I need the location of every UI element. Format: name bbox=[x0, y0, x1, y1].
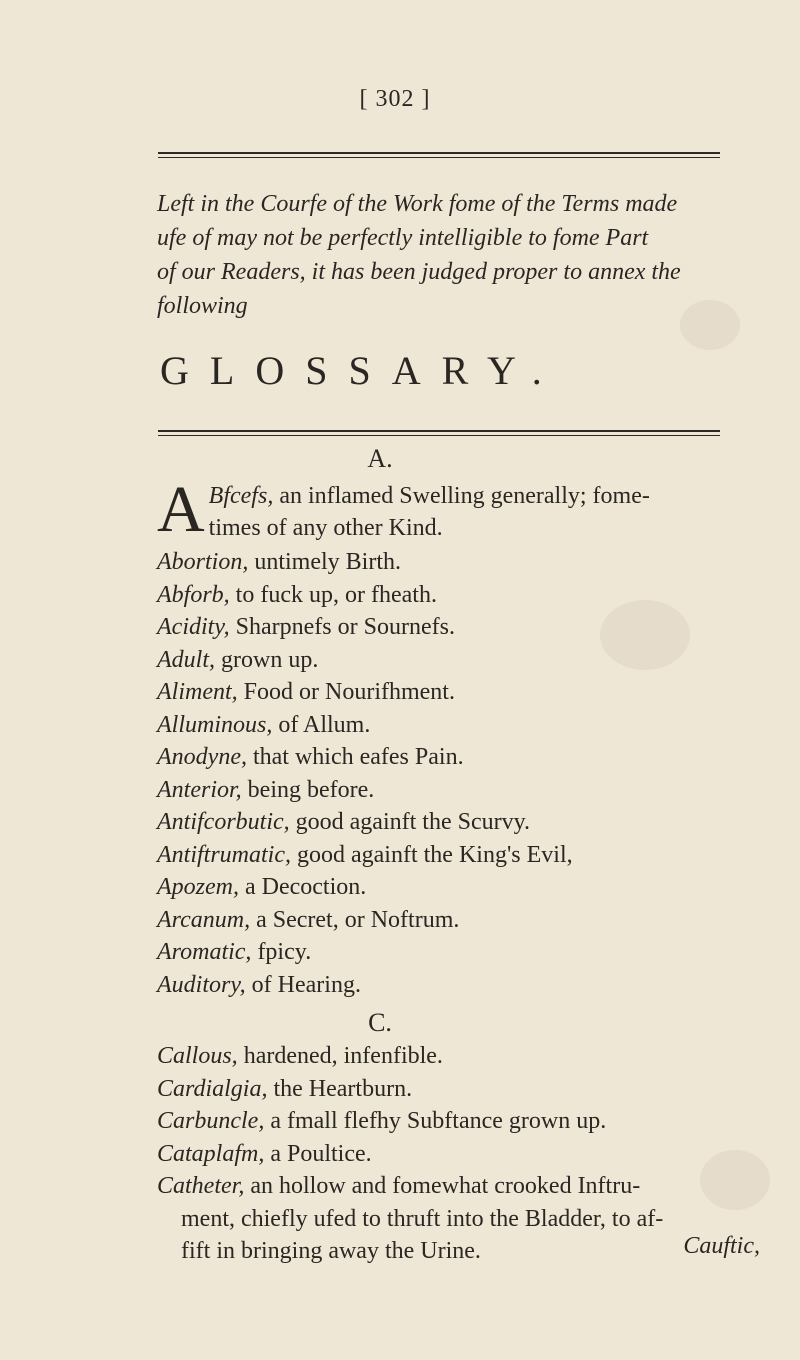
entry-line: times of any other Kind. bbox=[208, 515, 443, 541]
entry-term: Arcanum, bbox=[157, 906, 251, 933]
entry-definition: grown up. bbox=[215, 646, 319, 673]
entry-continuation: ment, chiefly ufed to thruft into the Bladder, to af- bbox=[181, 1205, 664, 1232]
entry-definition: Sharpnefs or Sournefs. bbox=[229, 614, 455, 640]
paper-stain bbox=[600, 600, 690, 670]
entry-definition: Food or Nourifhment. bbox=[237, 679, 455, 705]
entry-line bbox=[157, 480, 757, 512]
entry-definition: of Allum. bbox=[272, 711, 371, 738]
glossary-title: GLOSSARY. bbox=[160, 348, 563, 393]
entry-term: Anterior, bbox=[157, 776, 242, 803]
entry-term: Abortion, bbox=[157, 549, 249, 575]
entry-term: Abforb, bbox=[157, 581, 230, 608]
entry-term: Acidity, bbox=[157, 614, 230, 640]
entry-definition: a Secret, or Noftrum. bbox=[250, 906, 460, 933]
entry-definition: that which eafes Pain. bbox=[246, 744, 464, 770]
entry-definition: a fmall flefhy Subftance grown up. bbox=[264, 1108, 607, 1134]
glossary-entry bbox=[157, 904, 757, 937]
glossary-entry bbox=[157, 741, 757, 774]
glossary-entry-catheter bbox=[157, 1170, 757, 1268]
title-rule bbox=[158, 430, 720, 432]
entry-definition: a Poultice. bbox=[264, 1140, 372, 1167]
glossary-entry bbox=[157, 806, 757, 839]
top-rule-thin bbox=[158, 157, 720, 158]
entry-abfcefs bbox=[157, 473, 757, 546]
entry-term: Callous, bbox=[157, 1043, 238, 1069]
glossary-entry bbox=[157, 969, 757, 1002]
entry-term: Bfcefs, bbox=[208, 483, 274, 509]
entry-term: Aromatic, bbox=[157, 939, 252, 965]
entries-c bbox=[157, 1040, 757, 1268]
preface-line: of our Readers, it has been judged proper to annex the bbox=[157, 259, 681, 285]
top-rule bbox=[158, 152, 720, 154]
glossary-entry bbox=[157, 676, 757, 709]
preface-line: following bbox=[157, 293, 248, 319]
entry-term: Antiftrumatic, bbox=[157, 841, 291, 868]
glossary-entry bbox=[157, 839, 757, 872]
entry-definition: untimely Birth. bbox=[248, 549, 402, 575]
paper-stain bbox=[700, 1150, 770, 1210]
entry-term: Carbuncle, bbox=[157, 1108, 265, 1134]
glossary-entry bbox=[157, 1105, 757, 1138]
glossary-entry bbox=[157, 774, 757, 807]
section-heading-a: A. bbox=[367, 444, 393, 473]
entry-term: Cardialgia, bbox=[157, 1075, 268, 1102]
glossary-entry bbox=[157, 1138, 757, 1171]
preface-line: ufe of may not be perfectly intelligible to fome Part bbox=[157, 225, 649, 251]
section-heading-c: C. bbox=[368, 1008, 392, 1037]
glossary-entry bbox=[157, 546, 757, 579]
glossary-entry bbox=[157, 936, 757, 969]
page-number: [ 302 ] bbox=[359, 86, 431, 112]
entry-term: Adult, bbox=[157, 646, 215, 673]
entry-definition: being before. bbox=[241, 776, 375, 803]
entry-definition: a Decoction. bbox=[238, 874, 367, 900]
entry-term: Alluminous, bbox=[157, 711, 273, 738]
drop-cap: A bbox=[157, 473, 205, 546]
entry-definition: an hollow and fomewhat crooked Inftru- bbox=[244, 1173, 641, 1199]
preface-line: Left in the Courfe of the Work fome of the Terms made bbox=[157, 191, 678, 217]
entry-definition: the Heartburn. bbox=[267, 1075, 413, 1102]
entry-continuation: fift in bringing away the Urine. bbox=[181, 1238, 481, 1264]
entry-term: Apozem, bbox=[157, 874, 239, 900]
glossary-entry bbox=[157, 871, 757, 904]
entry-definition: an inflamed Swelling generally; fome- bbox=[273, 483, 650, 509]
glossary-entry bbox=[157, 709, 757, 742]
entry-definition: good againft the King's Evil, bbox=[291, 841, 573, 868]
catchword: Cauftic, bbox=[683, 1233, 760, 1259]
entry-definition: hardened, infenfible. bbox=[237, 1043, 443, 1069]
title-rule-thin bbox=[158, 435, 720, 436]
entry-term: Catheter, bbox=[157, 1173, 245, 1199]
entry-term: Antifcorbutic, bbox=[157, 809, 290, 835]
glossary-entry bbox=[157, 1073, 757, 1106]
entry-definition: good againft the Scurvy. bbox=[289, 809, 531, 835]
entry-term: Cataplafm, bbox=[157, 1140, 265, 1167]
entry-term: Anodyne, bbox=[157, 744, 247, 770]
entry-definition: fpicy. bbox=[251, 939, 312, 965]
entry-term: Aliment, bbox=[157, 679, 238, 705]
entry-term: Auditory, bbox=[157, 971, 246, 998]
preface-paragraph bbox=[157, 187, 737, 323]
entry-definition: to fuck up, or fheath. bbox=[229, 581, 437, 608]
glossary-entry bbox=[157, 1040, 757, 1073]
paper-stain bbox=[680, 300, 740, 350]
entry-definition: of Hearing. bbox=[245, 971, 361, 998]
